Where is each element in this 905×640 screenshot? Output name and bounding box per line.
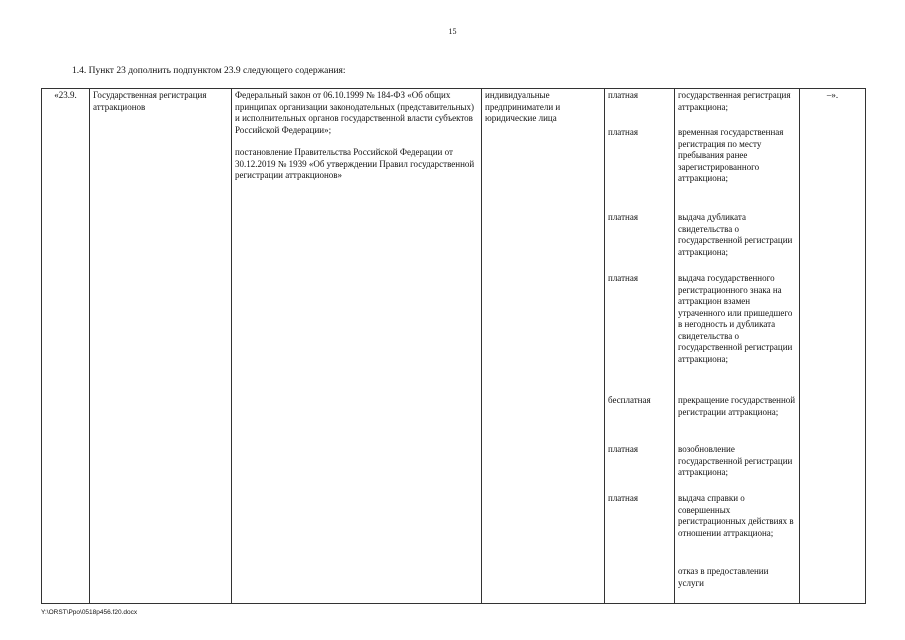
fee-type: платная bbox=[608, 90, 638, 100]
item-number: «23.9. bbox=[54, 90, 77, 100]
service-item: отказ в предоставлении услуги bbox=[678, 566, 769, 588]
fee-type: платная bbox=[608, 493, 638, 503]
fee-type: платная bbox=[608, 273, 638, 283]
service-item: выдача справки о совершенных регистрационных действиях в отношении аттракциона; bbox=[678, 493, 794, 538]
fee-type bbox=[608, 566, 671, 602]
legal-basis-law: Федеральный закон от 06.10.1999 № 184-ФЗ «Об общих принципах организации законодательных (представительных) и исполнительных органов государственной власти субъектов Российской Федерации»; bbox=[235, 90, 474, 135]
legal-basis-decree: постановление Правительства Российской Федерации от 30.12.2019 № 1939 «Об утверждении Правил государственной регистрации аттракционов» bbox=[235, 147, 475, 180]
item-number-cell bbox=[42, 89, 90, 604]
fee-type: платная bbox=[608, 127, 638, 137]
amendment-intro: 1.4. Пункт 23 дополнить подпунктом 23.9 следующего содержания: bbox=[72, 66, 346, 76]
service-item: временная государственная регистрация по месту пребывания ранее зарегистрированного аттракциона; bbox=[678, 127, 784, 183]
service-item: выдача дубликата свидетельства о государственной регистрации аттракциона; bbox=[678, 212, 793, 257]
service-name: Государственная регистрация аттракционов bbox=[93, 90, 207, 112]
service-item: государственная регистрация аттракциона; bbox=[678, 90, 791, 112]
applicants-cell bbox=[482, 89, 605, 604]
legal-basis-cell bbox=[232, 89, 482, 604]
service-item: возобновление государственной регистрации аттракциона; bbox=[678, 444, 793, 477]
closing-mark: –». bbox=[826, 90, 839, 100]
fee-cell bbox=[605, 89, 675, 604]
service-item: прекращение государственной регистрации аттракциона; bbox=[678, 395, 796, 417]
fee-type: бесплатная bbox=[608, 395, 651, 405]
fee-type: платная bbox=[608, 212, 638, 222]
page-number: 15 bbox=[448, 27, 457, 36]
table-row bbox=[42, 89, 866, 604]
services-table bbox=[41, 88, 866, 604]
service-name-cell bbox=[90, 89, 232, 604]
fee-type: платная bbox=[608, 444, 638, 454]
closing-cell bbox=[800, 89, 866, 604]
footer-file-path: Y:\ORST\Ppo\0518p456.f20.docx bbox=[41, 609, 138, 616]
services-cell bbox=[675, 89, 800, 604]
applicants: индивидуальные предприниматели и юридические лица bbox=[485, 90, 561, 123]
service-item: выдача государственного регистрационного знака на аттракцион взамен утраченного или пришедшего в негодность и дубликата свидетельства о государственной регистрации аттракциона; bbox=[678, 273, 793, 364]
